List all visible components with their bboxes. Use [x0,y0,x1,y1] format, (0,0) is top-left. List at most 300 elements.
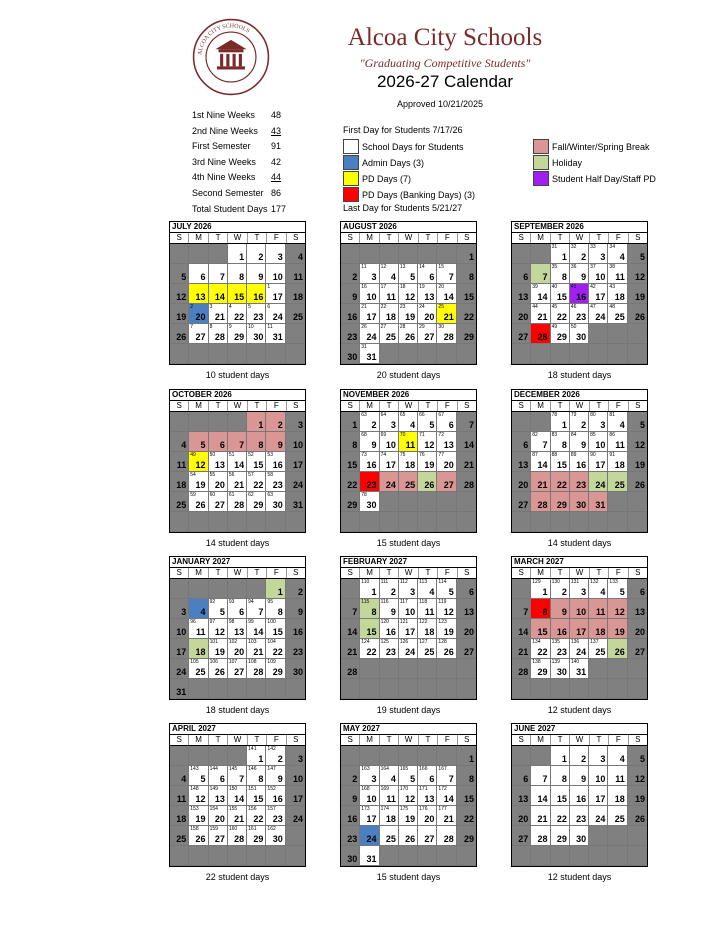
day-cell [418,492,437,512]
day-cell [266,344,285,364]
day-cell [589,679,608,699]
day-number: 30 [347,854,358,864]
day-cell [457,452,476,472]
student-day-count: 20 [438,284,444,290]
day-number: 20 [518,814,529,824]
day-number: 15 [556,460,567,470]
day-number: 27 [234,667,245,677]
day-cell [589,304,608,324]
weekday-label: T [551,401,570,411]
month-student-days: 20 student days [376,370,441,380]
day-cell [589,512,608,532]
day-cell [189,452,208,472]
day-cell [589,492,608,512]
day-number: 10 [595,272,606,282]
student-day-count: 70 [399,432,406,438]
day-number: 22 [366,647,377,657]
month-days [341,412,476,532]
day-number: 17 [405,627,416,637]
day-number: 10 [405,607,416,617]
day-cell [360,452,379,472]
day-number: 21 [253,647,264,657]
day-number: 18 [595,627,606,637]
day-cell [570,806,589,826]
day-number: 17 [595,292,606,302]
day-cell [551,746,570,766]
day-cell [228,786,247,806]
weekday-header [170,568,305,579]
day-cell [341,826,360,846]
day-cell [380,432,399,452]
day-cell [170,746,189,766]
day-cell [286,284,305,304]
day-cell [380,579,399,599]
day-number: 19 [634,794,645,804]
day-cell [360,324,379,344]
day-cell [360,264,379,284]
day-cell [399,472,418,492]
day-number: 19 [195,814,206,824]
day-cell [341,806,360,826]
weekday-label: S [293,568,299,577]
day-cell [418,599,437,619]
day-cell [570,512,589,532]
day-number: 3 [297,754,303,764]
day-number: 9 [581,774,587,784]
day-cell [512,679,531,699]
day-cell [360,512,379,532]
day-number: 11 [595,607,606,617]
day-cell [380,412,399,432]
day-cell [247,344,266,364]
day-number: 15 [253,794,264,804]
day-cell [608,304,627,324]
day-number: 16 [556,627,567,637]
day-number: 15 [537,627,548,637]
day-number: 11 [293,272,303,282]
student-day-count: 8 [209,324,213,330]
student-day-count: 141 [248,746,257,752]
day-number: 1 [258,420,264,430]
day-number: 21 [537,814,548,824]
day-number: 18 [614,460,625,470]
student-day-count: 50 [209,452,216,458]
day-number: 20 [424,312,435,322]
student-day-count: 18 [399,284,406,290]
day-cell [266,659,285,679]
student-day-count: 10 [248,324,254,330]
legend-swatch [343,187,359,202]
weekday-label: F [438,735,457,745]
day-cell [437,599,456,619]
student-day-count: 67 [438,412,444,418]
student-day-count: 144 [209,766,218,772]
stat-label: 2nd Nine Weeks [192,125,258,136]
day-number: 3 [600,420,606,430]
month-calendar [169,221,306,365]
day-cell [512,639,531,659]
day-cell [209,806,228,826]
day-number: 24 [272,312,283,322]
day-number: 22 [556,480,567,490]
day-cell [266,244,285,264]
day-cell [457,786,476,806]
day-cell [418,579,437,599]
student-day-count: 129 [532,579,541,585]
day-cell [589,746,608,766]
day-cell [457,264,476,284]
weekday-label: W [570,568,589,578]
day-cell [589,244,608,264]
student-day-count: 117 [399,599,408,605]
day-number: 10 [292,440,303,450]
day-number: 29 [253,834,264,844]
day-cell [209,619,228,639]
day-cell [418,786,437,806]
day-cell [457,846,476,866]
weekday-label: S [341,735,360,745]
weekday-label: S [293,401,299,410]
student-day-count: 102 [228,639,238,645]
day-cell [170,452,189,472]
day-cell [189,412,208,432]
day-cell [266,619,285,639]
day-cell [209,492,228,512]
day-number: 2 [352,774,358,784]
student-day-count: 88 [551,452,558,458]
student-day-count: 100 [267,619,276,625]
day-cell [209,659,228,679]
day-number: 7 [352,607,358,617]
day-cell [608,324,627,344]
student-day-count: 132 [590,579,599,585]
day-number: 5 [448,587,454,597]
day-cell [608,639,627,659]
day-number: 16 [272,794,283,804]
day-number: 19 [634,292,645,302]
day-cell [247,806,266,826]
stat-value: 42 [271,156,282,167]
weekday-label: M [189,233,208,243]
day-number: 13 [214,460,225,470]
day-number: 21 [234,480,245,490]
student-day-count: 78 [361,492,367,498]
day-number: 29 [556,834,567,844]
day-cell [399,746,418,766]
day-number: 28 [234,500,245,510]
day-cell [512,324,531,344]
student-day-count: 134 [532,639,541,645]
day-number: 22 [556,312,567,322]
day-cell [628,806,647,826]
day-number: 6 [219,774,225,784]
day-cell [418,746,437,766]
day-cell [286,492,305,512]
day-cell [170,806,189,826]
day-number: 23 [576,312,587,322]
day-number: 15 [272,627,283,637]
day-cell [189,344,208,364]
day-cell [589,599,608,619]
weekday-label: S [293,233,299,242]
day-cell [628,432,647,452]
weekday-label: T [248,401,267,411]
day-number: 1 [561,252,567,262]
day-number: 7 [542,440,548,450]
day-cell [437,452,456,472]
day-cell [457,344,476,364]
day-cell [608,786,627,806]
day-cell [341,492,360,512]
day-cell [189,304,208,324]
day-number: 24 [292,814,303,824]
day-cell [437,492,456,512]
day-number: 28 [214,332,225,342]
day-number: 7 [542,774,548,784]
day-number: 13 [234,627,245,637]
day-cell [418,324,437,344]
weekday-label: W [228,735,247,745]
day-cell [170,679,189,699]
day-cell [628,659,647,679]
day-cell [189,432,208,452]
day-cell [380,304,399,324]
day-number: 3 [181,607,187,617]
day-cell [628,786,647,806]
month-calendar [169,389,306,533]
student-day-count: 14 [419,264,425,270]
day-cell [170,786,189,806]
student-day-count: 124 [361,639,370,645]
day-cell [228,284,247,304]
weekday-label: T [380,568,399,578]
day-number: 30 [366,500,377,510]
student-day-count: 84 [570,432,577,438]
day-cell [228,766,247,786]
day-cell [170,599,189,619]
day-cell [189,679,208,699]
weekday-label: S [512,568,531,578]
day-number: 27 [634,647,645,657]
day-cell [399,826,418,846]
month-calendar [340,556,477,700]
legend-swatch [533,171,549,186]
day-cell [228,412,247,432]
weekday-label: M [360,735,379,745]
student-day-count: 73 [361,452,367,458]
day-number: 11 [405,440,416,450]
day-cell [286,412,305,432]
day-cell [266,806,285,826]
day-number: 7 [258,607,264,617]
day-cell [341,599,360,619]
weekday-label: T [248,735,267,745]
month-days [512,412,647,532]
day-number: 23 [347,332,358,342]
day-cell [418,826,437,846]
day-cell [189,264,208,284]
month-title: JUNE 2027 [512,724,647,735]
day-cell [589,806,608,826]
weekday-label: T [590,233,609,243]
day-number: 17 [292,794,303,804]
day-cell [418,679,437,699]
month-days [170,579,305,699]
day-cell [570,766,589,786]
student-day-count: 177 [438,806,447,812]
day-cell [286,806,305,826]
student-day-count: 140 [570,659,580,665]
day-cell [418,846,437,866]
day-cell [551,324,570,344]
day-number: 6 [429,272,435,282]
weekday-header [512,401,647,412]
day-number: 26 [195,834,206,844]
day-number: 16 [253,292,264,302]
day-cell [189,599,208,619]
day-cell [608,452,627,472]
day-cell [418,244,437,264]
day-number: 13 [518,794,529,804]
student-day-count: 143 [190,766,199,772]
day-cell [360,826,379,846]
day-number: 4 [181,440,187,450]
day-number: 14 [347,627,358,637]
student-day-count: 161 [248,826,257,832]
day-cell [512,452,531,472]
day-cell [341,679,360,699]
day-number: 23 [272,814,283,824]
day-number: 25 [385,834,396,844]
day-cell [228,619,247,639]
day-number: 23 [385,647,396,657]
day-number: 17 [272,292,283,302]
day-cell [209,826,228,846]
day-cell [608,846,627,866]
student-day-count: 131 [570,579,580,585]
student-day-count: 91 [609,452,615,458]
day-number: 10 [576,607,587,617]
weekday-label: S [635,568,641,577]
day-cell [418,304,437,324]
day-cell [531,324,550,344]
weekday-label: M [360,401,379,411]
day-cell [228,599,247,619]
day-number: 12 [195,460,206,470]
day-cell [228,579,247,599]
day-cell [360,492,379,512]
day-number: 23 [272,480,283,490]
student-day-count: 123 [438,619,447,625]
day-cell [512,264,531,284]
day-cell [437,512,456,532]
weekday-label: T [419,401,438,411]
day-cell [608,244,627,264]
day-cell [399,766,418,786]
day-cell [341,324,360,344]
student-day-count: 99 [248,619,254,625]
weekday-header [341,233,476,244]
day-number: 3 [600,754,606,764]
day-number: 18 [292,292,303,302]
day-number: 18 [424,627,435,637]
day-cell [570,412,589,432]
day-cell [228,659,247,679]
day-number: 29 [556,332,567,342]
day-cell [531,599,550,619]
day-number: 11 [176,794,187,804]
day-cell [628,492,647,512]
day-cell [457,619,476,639]
student-day-count: 165 [399,766,409,772]
day-number: 27 [424,332,435,342]
student-day-count: 95 [267,599,273,605]
day-number: 8 [468,272,474,282]
day-cell [228,826,247,846]
day-cell [608,344,627,364]
student-day-count: 75 [399,452,406,458]
student-day-count: 59 [190,492,196,498]
day-number: 9 [258,272,264,282]
day-cell [608,766,627,786]
day-cell [380,659,399,679]
student-day-count: 68 [361,432,367,438]
day-cell [170,659,189,679]
student-day-count: 38 [609,264,615,270]
day-number: 14 [234,460,245,470]
day-cell [247,452,266,472]
legend-label: Student Half Day/Staff PD [552,174,656,184]
day-cell [628,746,647,766]
student-day-count: 119 [438,599,447,605]
day-cell [209,766,228,786]
month-title: NOVEMBER 2026 [341,390,476,401]
day-number: 23 [366,480,377,490]
day-number: 2 [561,587,567,597]
day-number: 6 [523,774,529,784]
day-number: 23 [556,647,567,657]
month-calendar [511,723,648,867]
weekday-label: F [438,568,457,578]
day-number: 22 [347,480,358,490]
day-cell [380,786,399,806]
day-cell [570,619,589,639]
day-cell [457,659,476,679]
day-number: 12 [405,794,416,804]
day-cell [266,324,285,344]
day-number: 29 [463,834,474,844]
weekday-label: F [438,233,457,243]
weekday-label: S [170,735,189,745]
weekday-label: W [570,735,589,745]
day-cell [189,659,208,679]
day-number: 26 [424,480,435,490]
day-number: 18 [195,647,206,657]
month-days [170,412,305,532]
day-cell [380,639,399,659]
day-number: 21 [463,460,474,470]
day-number: 8 [468,774,474,784]
weekday-label: W [570,233,589,243]
student-day-count: 172 [438,786,447,792]
day-number: 25 [292,312,303,322]
day-number: 1 [561,420,567,430]
day-number: 31 [272,332,283,342]
day-number: 14 [463,440,474,450]
day-number: 7 [239,774,245,784]
stat-value: 43 [271,125,282,136]
student-day-count: 164 [380,766,389,772]
